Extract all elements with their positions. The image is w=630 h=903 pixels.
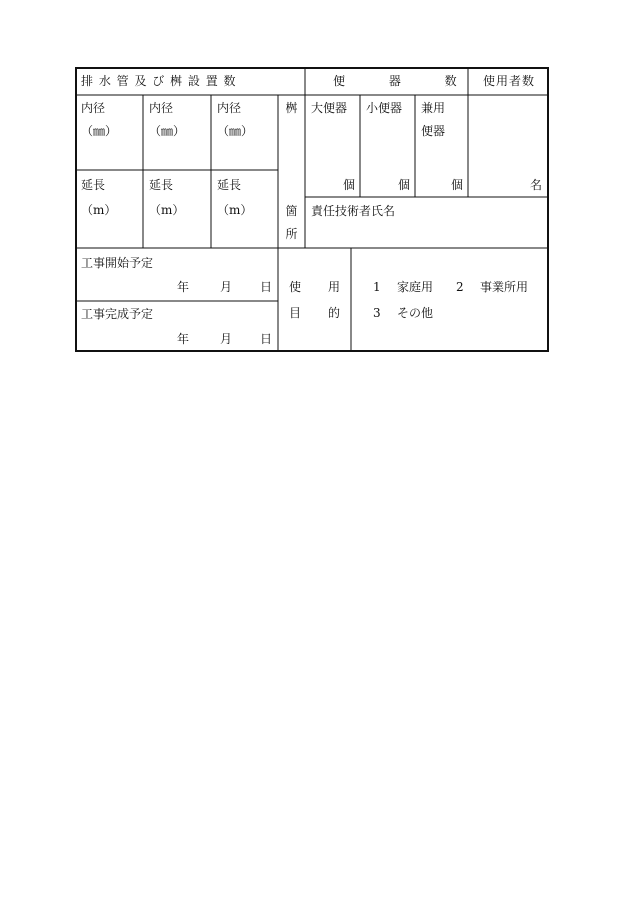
purpose-option-1-number: 1 xyxy=(373,280,381,294)
small-toilet-label: 小便器 xyxy=(366,101,403,115)
drain-section-title: 排 水 管 及 び 桝 設 置 数 xyxy=(81,74,237,88)
purpose-label-2a: 目 xyxy=(289,306,302,320)
diameter-label-1: 内径 xyxy=(81,101,106,115)
length-label-1: 延長 xyxy=(81,178,106,192)
completion-month-label: 月 xyxy=(220,332,233,346)
purpose-label-1a: 使 xyxy=(289,280,302,294)
start-date-label: 工事開始予定 xyxy=(81,256,154,270)
completion-day-label: 日 xyxy=(260,332,273,346)
combined-toilet-label-1: 兼用 xyxy=(421,101,446,115)
completion-year-label: 年 xyxy=(177,332,190,346)
start-day-label: 日 xyxy=(260,280,273,294)
purpose-option-2-number: 2 xyxy=(456,280,464,294)
fixtures-title xyxy=(333,74,477,88)
basin-label-bottom: 所 xyxy=(285,227,298,241)
large-toilet-label: 大便器 xyxy=(311,101,348,115)
start-month-label: 月 xyxy=(220,280,233,294)
purpose-option-1-text: 家庭用 xyxy=(397,280,434,294)
diameter-unit-1: （㎜） xyxy=(81,124,118,138)
diameter-label-2: 内径 xyxy=(149,101,174,115)
small-toilet-unit: 個 xyxy=(397,178,410,192)
completion-date-label: 工事完成予定 xyxy=(81,307,154,321)
fixtures-title-text: 便 器 数 xyxy=(333,74,477,88)
purpose-label-1b: 用 xyxy=(328,280,341,294)
responsible-engineer-label: 責任技術者氏名 xyxy=(311,204,396,218)
combined-toilet-unit: 個 xyxy=(450,178,463,192)
combined-toilet-label-2: 便器 xyxy=(421,124,446,138)
length-label-2: 延長 xyxy=(149,178,174,192)
diameter-unit-3: （㎜） xyxy=(217,124,254,138)
start-year-label: 年 xyxy=(177,280,190,294)
users-unit: 名 xyxy=(529,178,542,192)
purpose-option-2-text: 事業所用 xyxy=(480,280,529,294)
diameter-unit-2: （㎜） xyxy=(149,124,186,138)
purpose-label-2b: 的 xyxy=(328,306,341,320)
large-toilet-unit: 個 xyxy=(342,178,355,192)
length-unit-1: （m） xyxy=(81,203,117,217)
basin-label-mid: 箇 xyxy=(285,204,298,218)
diameter-label-3: 内径 xyxy=(217,101,242,115)
length-label-3: 延長 xyxy=(217,178,242,192)
length-unit-3: （m） xyxy=(217,203,253,217)
length-unit-2: （m） xyxy=(149,203,185,217)
purpose-option-3-text: その他 xyxy=(397,306,434,320)
users-title: 使用者数 xyxy=(482,74,535,88)
drainage-application-form xyxy=(75,67,549,352)
basin-label-top: 桝 xyxy=(285,101,298,115)
purpose-option-3-number: 3 xyxy=(373,306,381,320)
